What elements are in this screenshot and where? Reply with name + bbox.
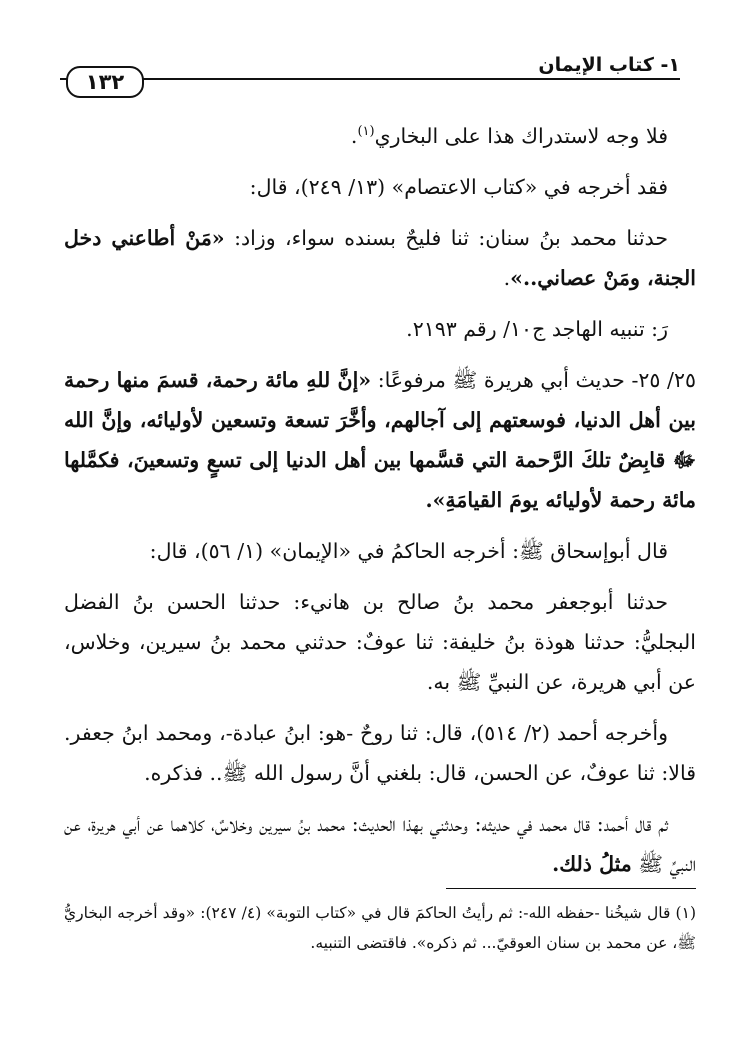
paragraph-end: . [503,265,511,290]
page-number: ١٣٢ [66,66,144,98]
paragraph: رَ: تنبيه الهاجد ج١٠/ رقم ٢١٩٣. [406,316,668,341]
page-body [64,112,696,895]
paragraph-text: ثم قال أحمد: قال محمد في حديثه: وحدثني بهذا الحديث: محمد بنُ سيرين وخلاسٌ، كلاهما عن أبي هريرة، عن النبيِّ ﷺ [64,811,696,876]
paragraph: فقد أخرجه في «كتاب الاعتصام» (١٣/ ٢٤٩)، قال: [249,174,668,199]
hadith-text: «إنَّ للهِ مائة رحمة، قسمَ منها رحمة بين أهل الدنيا، فوسعتهم إلى آجالهم، وأخَّرَ تسعة وتسعين لأوليائه، وإنَّ الله ﷻ قابِضٌ تلكَ الرَّحمة التي قسَّمها بين أهل الدنيا إلى تسعٍ وتسعينَ، فكمَّلها مائة رحمة لأوليائه يومَ القيامَةِ». [64,367,696,512]
paragraph [64,804,696,884]
hadith-quote: مثلُ ذلك. [552,851,632,876]
hadith-quote: «مَنْ أطاعني دخل الجنة، ومَنْ عصاني..» [64,225,696,290]
paragraph [64,112,696,156]
paragraph-text: حدثنا محمد بنُ سنان: ثنا فليحٌ بسنده سواء، وزاد: [224,225,668,250]
header-rule [60,78,680,80]
paragraph: حدثنا أبوجعفر محمد بنُ صالح بن هانيء: حدثنا الحسن بنُ الفضل البجليُّ: حدثنا هوذة بنُ خليفة: ثنا عوفٌ: حدثني محمد بنُ سيرين، وخلاس، عن أبي هريرة، عن النبيِّ ﷺ به. [64,589,696,694]
footnote: (١) قال شيخُنا -حفظه الله-: ثم رأيتُ الحاكمَ قال في «كتاب التوبة» (٤/ ٢٤٧): «وقد أخرجه البخاريُّ ﷺ، عن محمد بن سنان العوقيّ... ثم ذكره». فاقتضى التنبيه. [64,904,696,952]
paragraph [64,360,696,520]
page-header [60,48,680,94]
chapter-title: ١- كتاب الإيمان [538,54,680,76]
paragraph: وأخرجه أحمد (٢/ ٥١٤)، قال: ثنا روحٌ -هو: ابنُ عبادة-، ومحمد ابنُ جعفر. قالا: ثنا عوفٌ، عن الحسن، قال: بلغني أنَّ رسول الله ﷺ.. فذكره. [64,720,696,785]
footnote-rule [446,888,696,889]
paragraph-end: . [350,123,358,148]
paragraph-text: فلا وجه لاستدراك هذا على البخاري [374,123,668,148]
footnote-ref: (١) [357,124,375,139]
paragraph [64,218,696,298]
hadith-heading: ٢٥/ ٢٥- حديث أبي هريرة ﷺ مرفوعًا: [371,367,696,392]
paragraph: قال أبوإسحاق ﷺ: أخرجه الحاكمُ في «الإيمان» (١/ ٥٦)، قال: [149,538,668,563]
